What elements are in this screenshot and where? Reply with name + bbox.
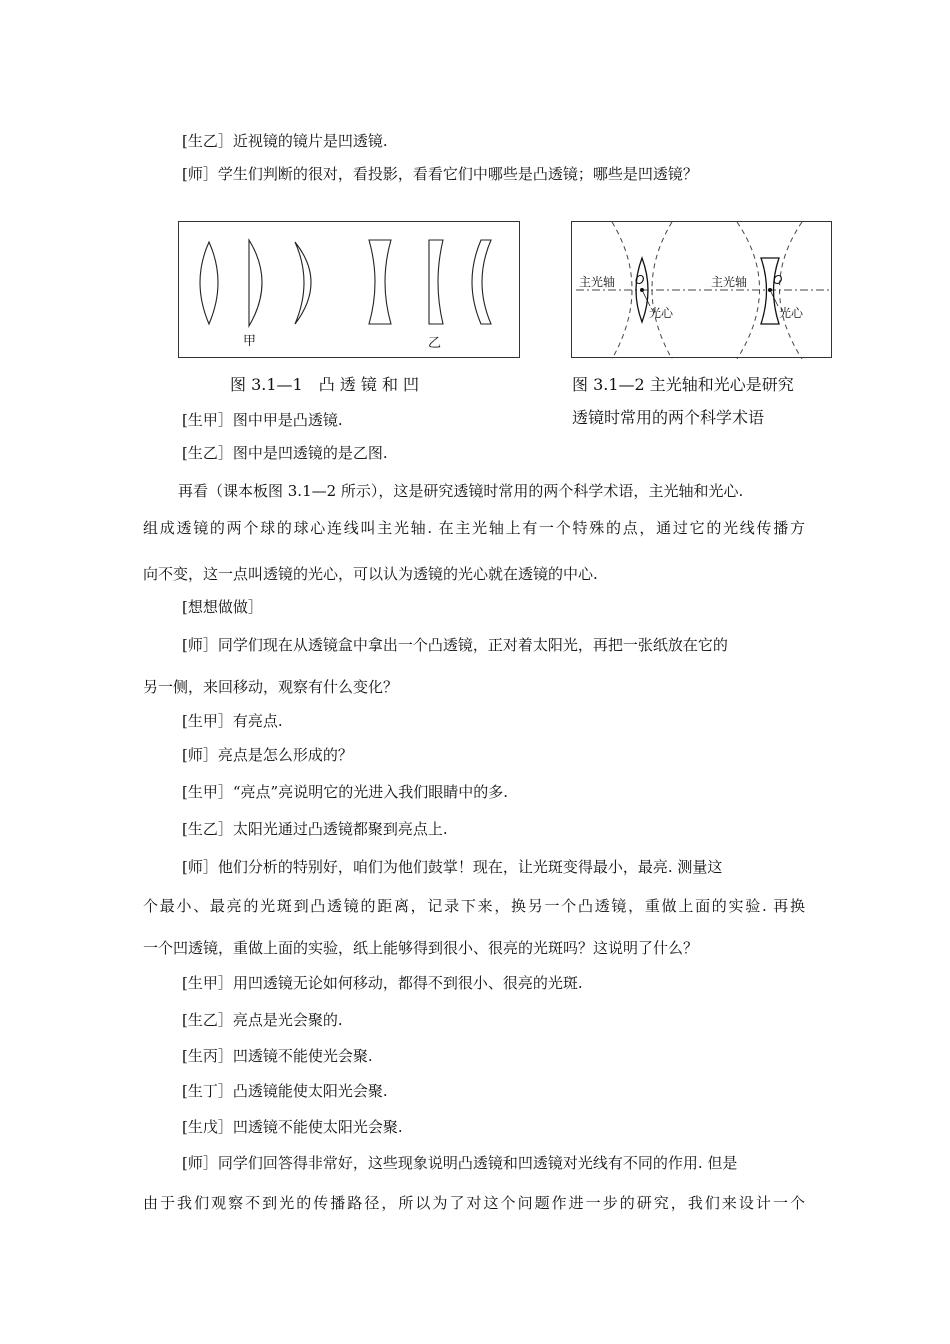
meniscus-concave-lens [472,240,491,324]
dialogue-line: [生丙］凹透镜不能使光会聚. [182,1047,373,1065]
biconvex-lens [200,242,218,324]
dialogue-line: [师］亮点是怎么形成的？ [182,746,353,764]
meniscus-convex-lens [295,242,311,324]
dialogue-line: [生丁］凸透镜能使太阳光会聚. [182,1082,388,1100]
figure-convex-concave-lenses [178,221,520,358]
planoconvex-lens [249,240,262,326]
optical-center-dot [768,288,772,292]
axis-drawing [572,222,833,359]
paragraph-line: 向不变，这一点叫透镜的光心，可以认为透镜的光心就在透镜的中心. [143,565,598,583]
figure-principal-axis-optical-center [571,221,832,358]
optical-center-label: 光心 [649,306,674,320]
dialogue-line: [生乙］亮点是光会聚的. [182,1011,343,1029]
figure2-caption-line1: 图 3.1—2 主光轴和光心是研究 [572,375,794,394]
dialogue-line: [师］同学们回答得非常好，这些现象说明凸透镜和凹透镜对光线有不同的作用. 但是 [182,1154,738,1172]
dialogue-line: [师］同学们现在从透镜盒中拿出一个凸透镜，正对着太阳光，再把一张纸放在它的 [182,636,728,654]
dialogue-line: [生乙］近视镜的镜片是凹透镜. [182,132,388,150]
dialogue-line: [生乙］图中是凹透镜的是乙图. [182,444,388,462]
label-yi: 乙 [428,336,442,351]
planoconcave-lens [429,240,443,324]
dialogue-line: [生甲］有亮点. [182,712,283,730]
dialogue-line: [师］学生们判断的很对，看投影，看看它们中哪些是凸透镜；哪些是凹透镜？ [182,165,698,183]
paragraph-line: 再看（课本板图 3.1—2 所示），这是研究透镜时常用的两个科学术语，主光轴和光心. [178,482,744,500]
o-label: O [773,273,783,287]
label-jia: 甲 [243,334,257,349]
figure1-caption: 图 3.1—1 凸 透 镜 和 凹 [230,375,420,394]
axis-label: 主光轴 [711,275,748,289]
dialogue-line: [生甲］“亮点”亮说明它的光进入我们眼睛中的多. [182,783,508,801]
paragraph-line: 组成透镜的两个球的球心连线叫主光轴. 在主光轴上有一个特殊的点，通过它的光线传播方 [143,519,805,537]
optical-center-dot [640,288,644,292]
figure2-caption-line2: 透镜时常用的两个科学术语 [572,408,765,427]
dialogue-line: [生甲］用凹透镜无论如何移动，都得不到很小、很亮的光斑. [182,974,583,992]
dialogue-line: 一个凹透镜，重做上面的实验，纸上能够得到很小、很亮的光斑吗？这说明了什么？ [143,939,699,957]
dialogue-line: [师］他们分析的特别好，咱们为他们鼓掌！现在，让光斑变得最小，最亮. 测量这 [182,858,723,876]
dialogue-line: 个最小、最亮的光斑到凸透镜的距离，记录下来，换另一个凸透镜，重做上面的实验. 再换 [143,897,805,915]
dialogue-line: [生甲］图中甲是凸透镜. [182,411,343,429]
o-label: O [635,273,645,287]
dialogue-line: 另一侧，来回移动，观察有什么变化？ [143,678,399,696]
section-heading: [想想做做］ [182,598,263,616]
dialogue-line: 由于我们观察不到光的传播路径，所以为了对这个问题作进一步的研究，我们来设计一个 [143,1194,805,1212]
biconcave-lens [369,240,391,324]
dialogue-line: [生戊］凹透镜不能使太阳光会聚. [182,1118,403,1136]
lenses-drawing [179,222,521,359]
optical-center-label: 光心 [779,306,804,320]
dialogue-line: [生乙］太阳光通过凸透镜都聚到亮点上. [182,820,448,838]
axis-label: 主光轴 [579,275,616,289]
